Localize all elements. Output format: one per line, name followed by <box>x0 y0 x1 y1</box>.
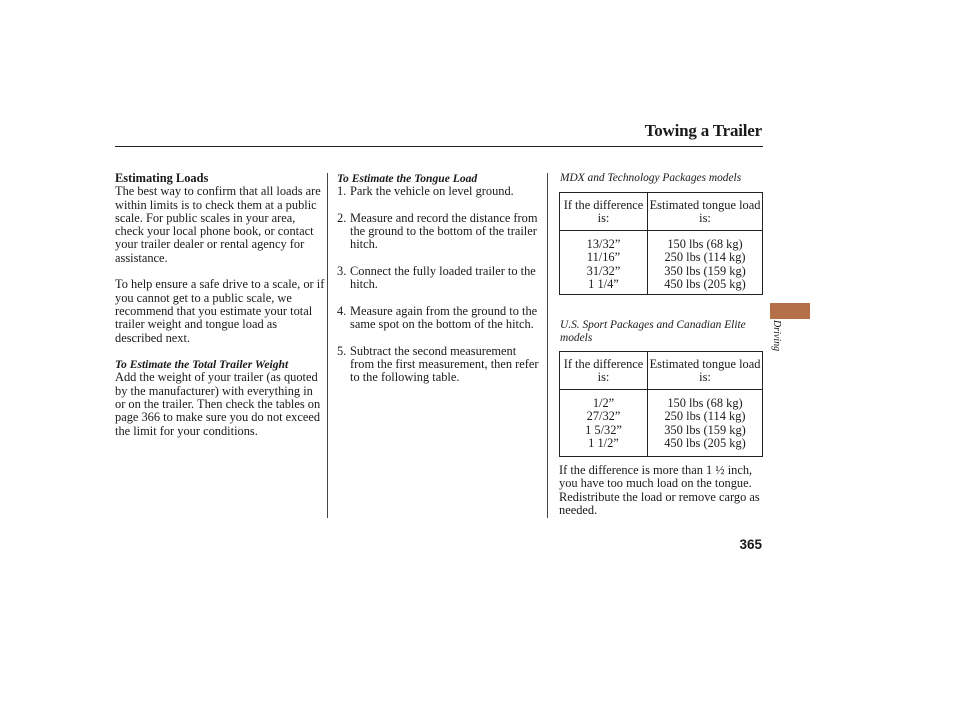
table-header-cell: If the difference is: <box>560 193 648 231</box>
table-cell: 150 lbs (68 kg) 250 lbs (114 kg) 350 lbs (159 kg) 450 lbs (205 kg) <box>648 390 763 457</box>
list-item: 2. Measure and record the distance from the ground to the bottom of the trailer hitch. <box>337 210 538 252</box>
list-item: 1. Park the vehicle on level ground. <box>337 184 514 199</box>
page-title: Towing a Trailer <box>644 121 762 140</box>
section-tab-marker <box>770 303 810 319</box>
paragraph: To help ensure a safe drive to a scale, or if you cannot get to a public scale, we recommend that you estimate your total trailer weight and tongue load as described next. <box>115 277 325 345</box>
list-item: 3. Connect the fully loaded trailer to the hitch. <box>337 264 536 292</box>
subsection-heading: To Estimate the Total Trailer Weight <box>115 358 289 372</box>
table-cell: 13/32” 11/16” 31/32” 1 1/4” <box>560 231 648 295</box>
table-header-cell: Estimated tongue load is: <box>648 193 763 231</box>
header-rule <box>115 146 763 147</box>
paragraph: Add the weight of your trailer (as quoted by the manufacturer) with everything in or on the trailer. Then check the tables on page 366 to make sure you do not exceed the limit for your conditions. <box>115 370 321 438</box>
table-cell: 1/2” 27/32” 1 5/32” 1 1/2” <box>560 390 648 457</box>
table-caption: U.S. Sport Packages and Canadian Elite models <box>560 319 746 344</box>
table-cell: 150 lbs (68 kg) 250 lbs (114 kg) 350 lbs (159 kg) 450 lbs (205 kg) <box>648 231 763 295</box>
paragraph: The best way to confirm that all loads are within limits is to check them at a public scale. For public scales in your area, check your local phone book, or contact your trailer dealer or rental agency for assistance. <box>115 184 321 265</box>
section-tab-label: Driving <box>771 320 782 352</box>
list-item: 4. Measure again from the ground to the same spot on the bottom of the hitch. <box>337 303 538 332</box>
column-divider-2 <box>547 173 548 518</box>
table-header-cell: If the difference is: <box>560 352 648 390</box>
table-header-cell: Estimated tongue load is: <box>648 352 763 390</box>
list-item: 5. Subtract the second measurement from the first measurement, then refer to the following table. <box>337 343 539 385</box>
section-heading: Estimating Loads <box>115 171 209 185</box>
column-1 <box>115 172 325 438</box>
steps-list <box>337 185 543 384</box>
column-divider-1 <box>327 173 328 518</box>
page-number: 365 <box>739 537 762 552</box>
table-caption: MDX and Technology Packages models <box>560 172 742 184</box>
tongue-load-table-1 <box>559 192 763 295</box>
note-paragraph: If the difference is more than 1 ½ inch, you have too much load on the tongue. Redistribute the load or remove cargo as needed. <box>559 463 760 517</box>
subsection-heading: To Estimate the Tongue Load <box>337 172 478 185</box>
column-2 <box>337 172 543 398</box>
tongue-load-table-2 <box>559 351 763 457</box>
